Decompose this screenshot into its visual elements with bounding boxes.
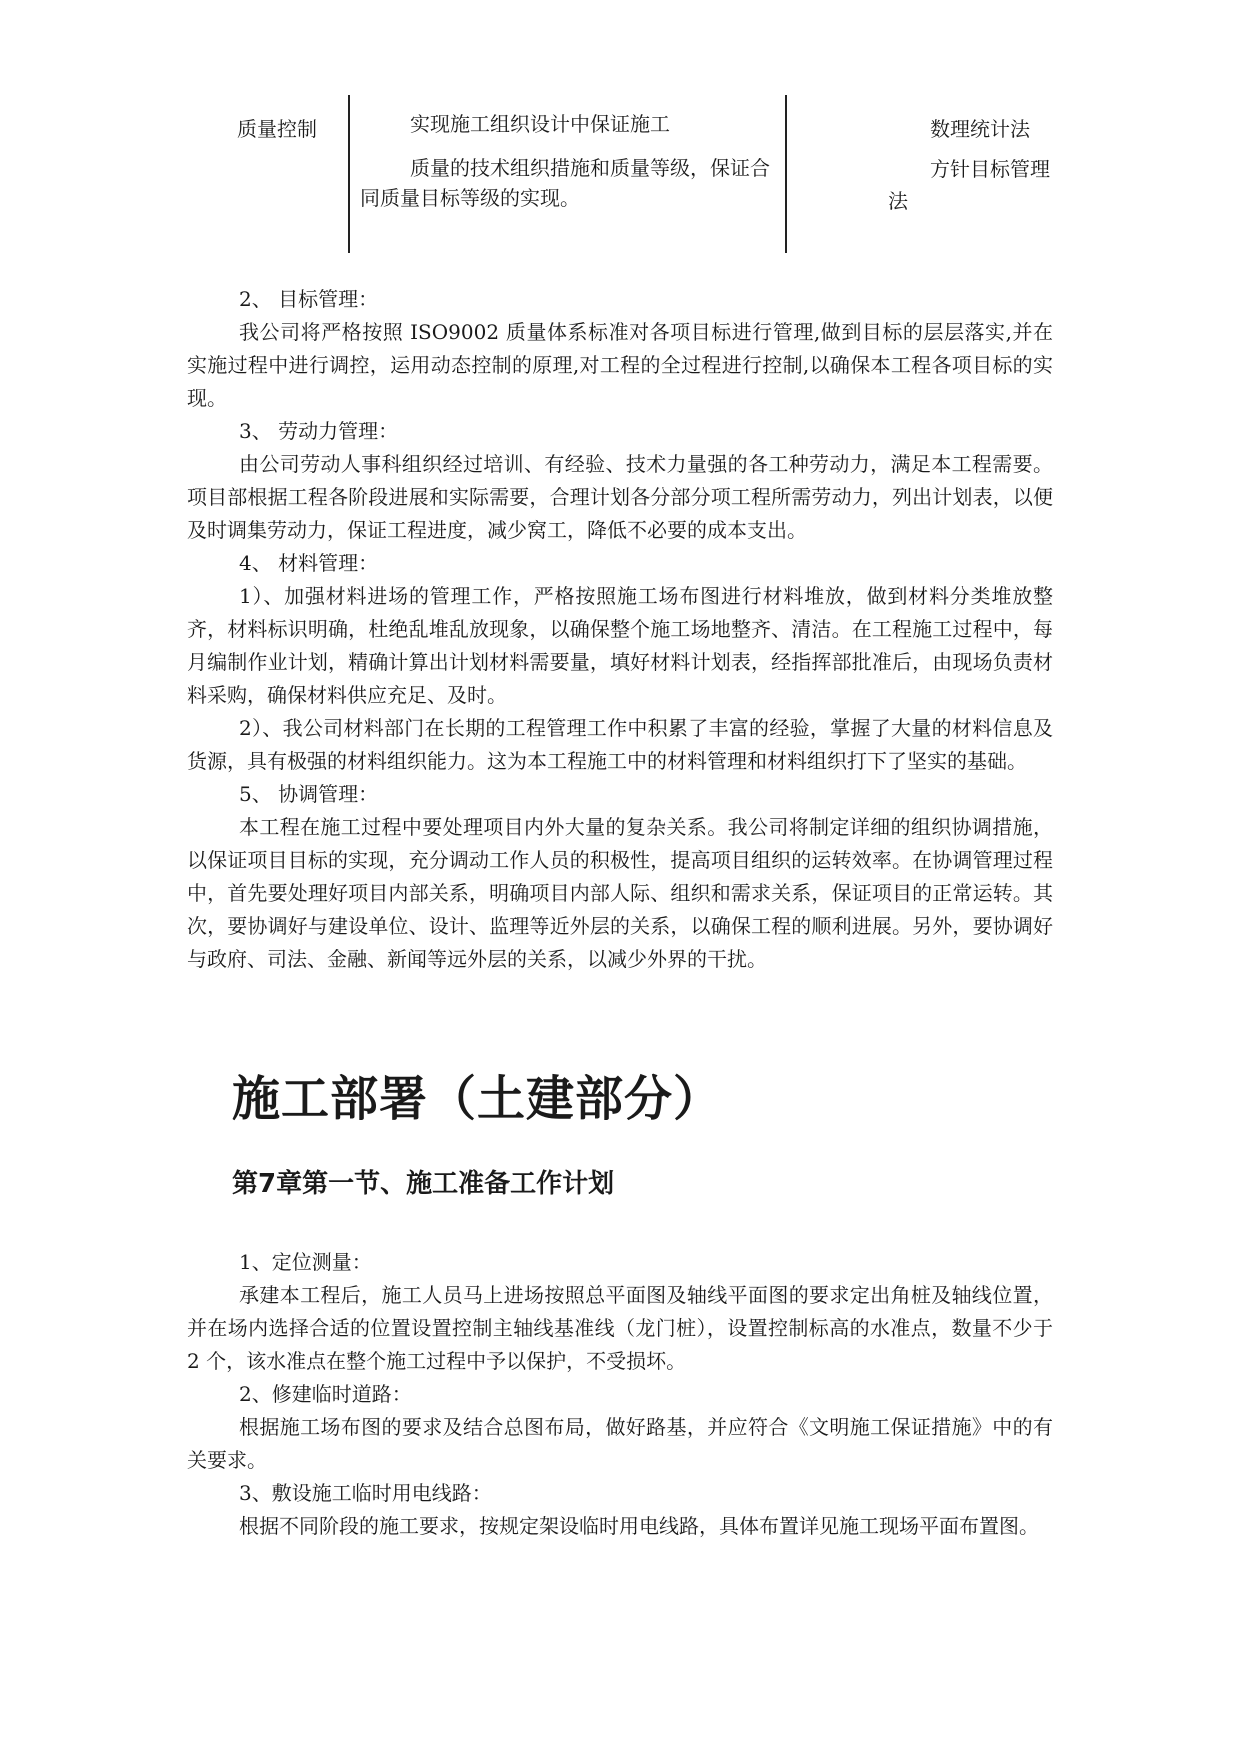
paragraph: 根据不同阶段的施工要求，按规定架设临时用电线路，具体布置详见施工现场平面布置图。 bbox=[239, 1514, 1039, 1538]
section-heading: 4、 材料管理： bbox=[239, 551, 379, 575]
table-cell-description bbox=[360, 109, 778, 213]
chapter-title: 第7章第一节、施工准备工作计划 bbox=[232, 1169, 615, 1199]
paragraph: 本工程在施工过程中要处理项目内外大量的复杂关系。我公司将制定详细的组织协调措施，以保证项目目标的实现，充分调动工作人员的积极性，提高项目组织的运转效率。在协调管理过程中，首先要处理好项目内部关系，明确项目内部人际、组织和需求关系，保证项目的正常运转。其次，要协调好与建设单位、设计、监理等近外层的关系，以确保工程的顺利进展。另外，要协调好与政府、司法、金融、新闻等远外层的关系，以减少外界的干扰。 bbox=[187, 815, 1053, 971]
table-divider bbox=[348, 95, 350, 253]
paragraph: 2）、我公司材料部门在长期的工程管理工作中积累了丰富的经验，掌握了大量的材料信息及货源，具有极强的材料组织能力。这为本工程施工中的材料管理和材料组织打下了坚实的基础。 bbox=[187, 716, 1053, 773]
section-heading: 2、修建临时道路： bbox=[239, 1382, 412, 1406]
table-cell-category: 质量控制 bbox=[237, 117, 317, 141]
paragraph: 由公司劳动人事科组织经过培训、有经验、技术力量强的各工种劳动力，满足本工程需要。项目部根据工程各阶段进展和实际需要，合理计划各分部分项工程所需劳动力，列出计划表，以便及时调集劳动力，保证工程进度，减少窝工，降低不必要的成本支出。 bbox=[187, 452, 1053, 542]
quality-control-table bbox=[190, 95, 1090, 255]
section-heading: 3、 劳动力管理： bbox=[239, 419, 399, 443]
section-heading: 3、敷设施工临时用电线路： bbox=[239, 1481, 492, 1505]
table-cell-method: 数理统计法 bbox=[930, 117, 1030, 141]
management-sections bbox=[187, 283, 1053, 976]
preparation-sections bbox=[187, 1246, 1053, 1543]
description-line: 实现施工组织设计中保证施工 bbox=[410, 112, 670, 136]
table-cell-method: 法 bbox=[888, 189, 908, 213]
section-heading: 1、定位测量： bbox=[239, 1250, 372, 1274]
section-heading: 2、 目标管理： bbox=[239, 287, 379, 311]
description-line: 质量的技术组织措施和质量等级，保证合同质量目标等级的实现。 bbox=[360, 156, 770, 210]
paragraph: 1）、加强材料进场的管理工作，严格按照施工场布图进行材料堆放，做到材料分类堆放整齐，材料标识明确，杜绝乱堆乱放现象，以确保整个施工场地整齐、清洁。在工程施工过程中，每月编制作业计划，精确计算出计划材料需要量，填好材料计划表，经指挥部批准后，由现场负责材料采购，确保材料供应充足、及时。 bbox=[187, 584, 1053, 707]
section-heading: 5、 协调管理： bbox=[239, 782, 379, 806]
paragraph: 根据施工场布图的要求及结合总图布局，做好路基，并应符合《文明施工保证措施》中的有关要求。 bbox=[187, 1415, 1053, 1472]
table-divider bbox=[785, 95, 787, 253]
page-title: 施工部署（土建部分） bbox=[232, 1071, 723, 1127]
paragraph: 承建本工程后，施工人员马上进场按照总平面图及轴线平面图的要求定出角桩及轴线位置，并在场内选择合适的位置设置控制主轴线基准线（龙门桩），设置控制标高的水准点，数量不少于 2 个，该水准点在整个施工过程中予以保护，不受损坏。 bbox=[187, 1283, 1053, 1373]
table-cell-method: 方针目标管理 bbox=[930, 157, 1050, 181]
paragraph: 我公司将严格按照 ISO9002 质量体系标准对各项目标进行管理,做到目标的层层落实,并在实施过程中进行调控，运用动态控制的原理,对工程的全过程进行控制,以确保本工程各项目标的实现。 bbox=[187, 320, 1053, 410]
